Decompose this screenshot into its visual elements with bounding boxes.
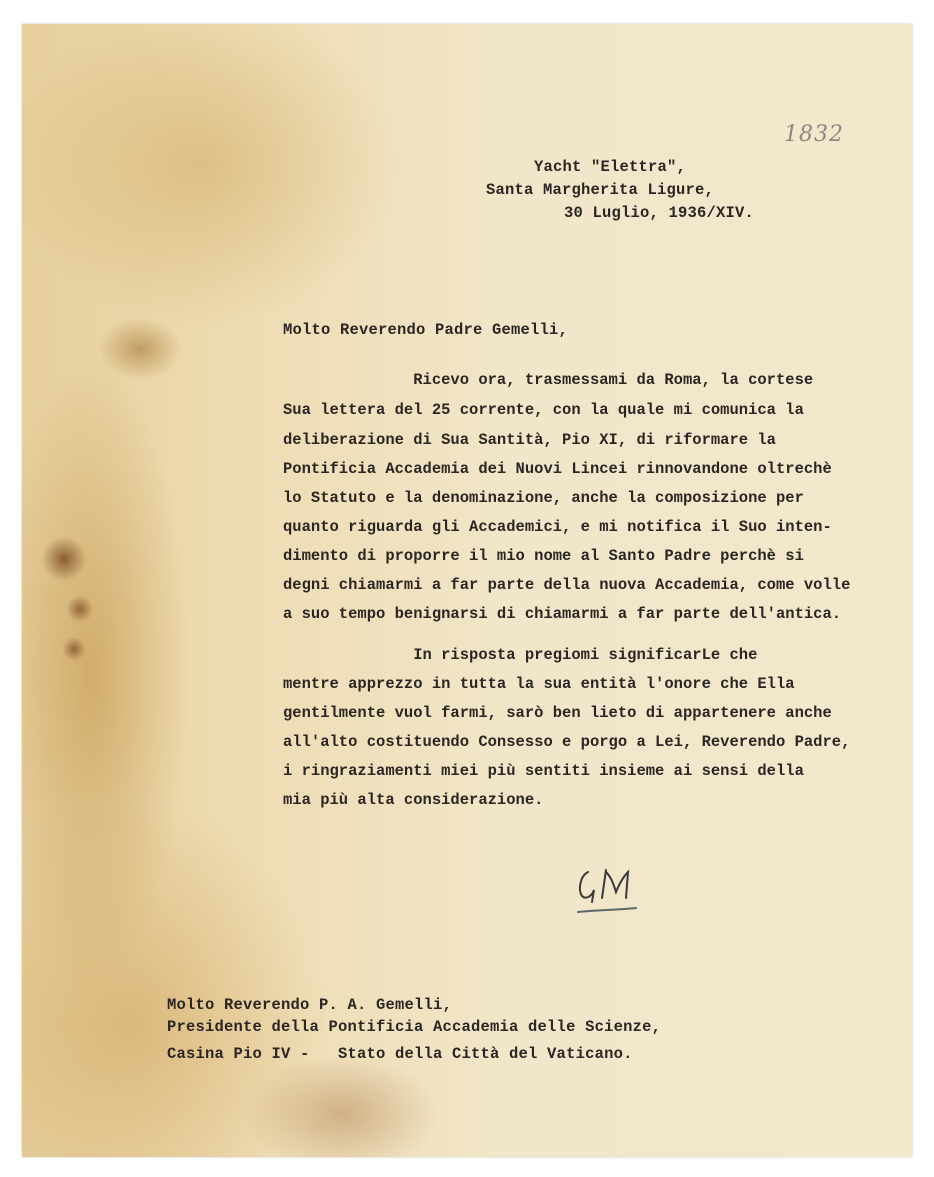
letter-page <box>22 24 912 1157</box>
paragraph-1-line: a suo tempo benignarsi di chiamarmi a far parte dell'antica. <box>283 605 842 623</box>
paragraph-1-line: Sua lettera del 25 corrente, con la quale mi comunica la <box>283 401 804 419</box>
paragraph-2-line: In risposta pregiomi significarLe che <box>283 646 758 664</box>
paragraph-1-line: Ricevo ora, trasmessami da Roma, la cortese <box>283 371 814 389</box>
handwritten-signature-initials <box>570 862 640 922</box>
salutation: Molto Reverendo Padre Gemelli, <box>283 321 569 339</box>
paragraph-1-line: degni chiamarmi a far parte della nuova Accademia, come volle <box>283 576 851 594</box>
paragraph-2-line: mia più alta considerazione. <box>283 791 544 809</box>
paragraph-1-line: dimento di proporre il mio nome al Santo Padre perchè si <box>283 547 804 565</box>
addressee-line-3: Casina Pio IV - Stato della Città del Vaticano. <box>167 1045 633 1063</box>
paragraph-1-line: deliberazione di Sua Santità, Pio XI, di riformare la <box>283 431 776 449</box>
addressee-line-1: Molto Reverendo P. A. Gemelli, <box>167 996 453 1014</box>
paragraph-2-line: gentilmente vuol farmi, sarò ben lieto di appartenere anche <box>283 704 832 722</box>
paragraph-2-line: all'alto costituendo Consesso e porgo a Lei, Reverendo Padre, <box>283 733 851 751</box>
addressee-line-2: Presidente della Pontificia Accademia delle Scienze, <box>167 1018 662 1036</box>
header-date: 30 Luglio, 1936/XIV. <box>564 204 755 222</box>
header-line-2: Santa Margherita Ligure, <box>486 181 715 199</box>
paragraph-1-line: lo Statuto e la denominazione, anche la composizione per <box>283 489 804 507</box>
paragraph-1-line: Pontificia Accademia dei Nuovi Lincei rinnovandone oltrechè <box>283 460 832 478</box>
header-line-1: Yacht "Elettra", <box>534 158 687 176</box>
paragraph-2-line: mentre apprezzo in tutta la sua entità l'onore che Ella <box>283 675 795 693</box>
paragraph-2-line: i ringraziamenti miei più sentiti insieme ai sensi della <box>283 762 804 780</box>
archive-number: 1832 <box>784 122 844 147</box>
paragraph-1-line: quanto riguarda gli Accademici, e mi notifica il Suo inten- <box>283 518 832 536</box>
